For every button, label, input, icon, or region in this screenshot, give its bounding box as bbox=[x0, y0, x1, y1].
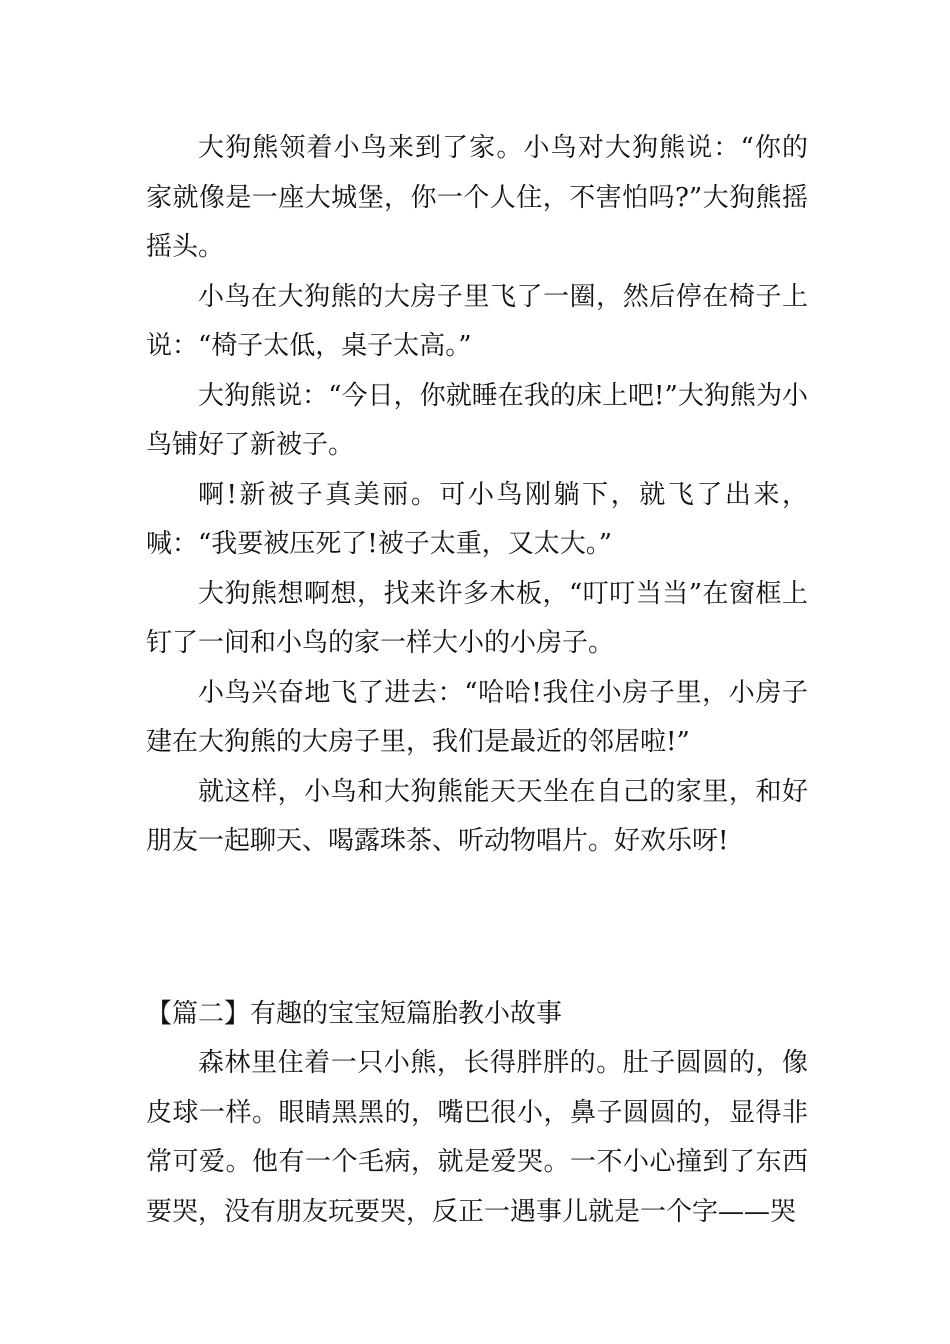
paragraph: 大狗熊领着小鸟来到了家。小鸟对大狗熊说：“你的家就像是一座大城堡，你一个人住，不害怕吗?”大狗熊摇摇头。 bbox=[146, 133, 808, 262]
paragraph: 大狗熊想啊想，找来许多木板，“叮叮当当”在窗框上钉了一间和小鸟的家一样大小的小房子。 bbox=[146, 578, 808, 658]
paragraph: 森林里住着一只小熊，长得胖胖的。肚子圆圆的，像皮球一样。眼睛黑黑的，嘴巴很小，鼻子圆圆的，显得非常可爱。他有一个毛病，就是爱哭。一不小心撞到了东西要哭，没有朋友玩要哭，反正一遇事儿就是一个字——哭 bbox=[146, 1048, 808, 1227]
paragraph: 就这样，小鸟和大狗熊能天天坐在自己的家里，和好朋友一起聊天、喝露珠茶、听动物唱片。好欢乐呀! bbox=[146, 776, 808, 856]
paragraph: 啊!新被子真美丽。可小鸟刚躺下，就飞了出来，喊：“我要被压死了!被子太重，又太大。” bbox=[146, 479, 808, 559]
paragraph: 小鸟在大狗熊的大房子里飞了一圈，然后停在椅子上说：“椅子太低，桌子太高。” bbox=[146, 281, 808, 361]
paragraph: 小鸟兴奋地飞了进去：“哈哈!我住小房子里，小房子建在大狗熊的大房子里，我们是最近的邻居啦!” bbox=[146, 677, 808, 757]
section-heading: 【篇二】有趣的宝宝短篇胎教小故事 bbox=[146, 998, 563, 1029]
document-body bbox=[146, 124, 808, 1237]
paragraph: 大狗熊说：“今日，你就睡在我的床上吧!”大狗熊为小鸟铺好了新被子。 bbox=[146, 380, 808, 460]
